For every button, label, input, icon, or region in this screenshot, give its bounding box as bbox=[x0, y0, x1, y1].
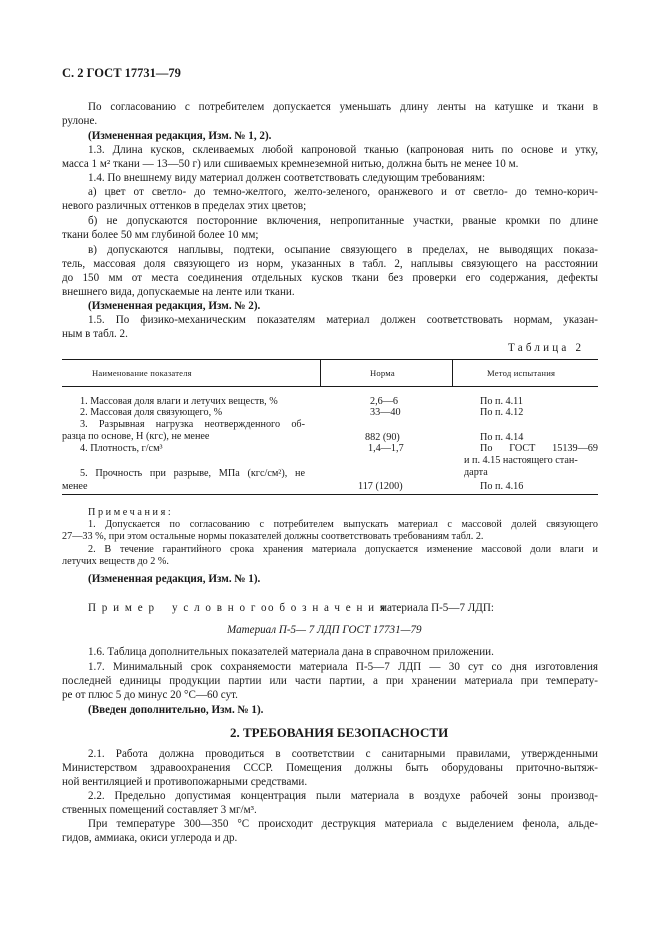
paragraph-2-1-line-1: 2.1. Работа должна проводиться в соответствии с санитарными правилами, утвержденными bbox=[88, 748, 598, 760]
paragraph-1-3-line-1: 1.3. Длина кусков, склеиваемых любой капроновой тканью (капроновая нить по основе и утку, bbox=[88, 144, 598, 156]
table-row-5-norm: 117 (1200) bbox=[358, 481, 403, 492]
table-header-norm: Норма bbox=[370, 368, 395, 378]
table-row-4-method-line-2: и п. 4.15 настоящего стан- bbox=[464, 455, 578, 466]
paragraph-1-7-line-3: ре от плюс 5 до минус 20 °С—60 сут. bbox=[62, 689, 238, 701]
item-v-line-4: внешнего вида, допускаемые на ленте или ткани. bbox=[62, 286, 295, 298]
example-word-2: условного bbox=[172, 602, 273, 614]
table-header-name: Наименование показателя bbox=[92, 368, 192, 378]
table-row-5-name-line-2: менее bbox=[62, 481, 88, 492]
item-v-line-1: в) допускаются наплывы, подтеки, осыпание связующего в пределах, не выводящих показа- bbox=[88, 244, 598, 256]
table-row-1-name: 1. Массовая доля влаги и летучих веществ, % bbox=[80, 396, 278, 407]
paragraph-2-2-line-1: 2.2. Предельно допустимая концентрация пыли материала в воздухе рабочей зоны производ- bbox=[88, 790, 598, 802]
table-row-2-method: По п. 4.12 bbox=[480, 407, 524, 418]
table-row-4-norm: 1,4—1,7 bbox=[368, 443, 404, 454]
section-title: 2. ТРЕБОВАНИЯ БЕЗОПАСНОСТИ bbox=[230, 725, 449, 740]
table-header-method: Метод испытания bbox=[487, 368, 556, 378]
table-col-divider-2 bbox=[452, 359, 453, 386]
table-row-3-name-line-2: разца по основе, Н (кгс), не менее bbox=[62, 431, 210, 442]
note-2-line-2: летучих веществ до 2 %. bbox=[62, 556, 169, 567]
paragraph-1-4: 1.4. По внешнему виду материал должен соответствовать следующим требованиям: bbox=[88, 172, 486, 184]
item-b-line-2: ткани более 50 мм глубиной более 10 мм; bbox=[62, 229, 259, 241]
paragraph-1-7-line-1: 1.7. Минимальный срок сохраняемости материала П-5—7 ЛДП — 30 сут со дня изготовления bbox=[88, 661, 598, 673]
note-1-line-2: 27—33 %, при этом остальные нормы показателей должны соответствовать требованиям табл. 2. bbox=[62, 531, 484, 542]
edit-note-3: (Измененная редакция, Изм. № 1). bbox=[88, 573, 261, 585]
table-row-1-method: По п. 4.11 bbox=[480, 396, 523, 407]
table-row-4-name: 4. Плотность, г/см³ bbox=[80, 443, 163, 454]
edit-note-2: (Измененная редакция, Изм. № 2). bbox=[88, 300, 261, 312]
paragraph-temp-line-1: При температуре 300—350 °С происходит деструкция материала с выделением фенола, альде- bbox=[88, 818, 598, 830]
example-word-3: обозначения bbox=[268, 602, 391, 614]
table-row-5-method: По п. 4.16 bbox=[480, 481, 524, 492]
table-row-5-name-line-1: 5. Прочность при разрыве, МПа (кгс/см²), не bbox=[80, 468, 305, 479]
item-b-line-1: б) не допускаются посторонние включения, непропитанные участки, рваные кромки по длине bbox=[88, 215, 598, 227]
table-header-rule bbox=[62, 386, 598, 387]
item-a-line-2: невого различных оттенков в пределах этих цветов; bbox=[62, 200, 307, 212]
table-row-2-norm: 33—40 bbox=[370, 407, 401, 418]
table-caption: Таблица 2 bbox=[508, 342, 585, 354]
paragraph-1-5-line-1: 1.5. По физико-механическим показателям материал должен соответствовать нормам, указан- bbox=[88, 314, 598, 326]
item-v-line-3: до 150 мм от места соединения отдельных кусков ткани без проверки его содержания, дефекты bbox=[62, 272, 598, 284]
paragraph-consent-line-2: рулоне. bbox=[62, 115, 98, 127]
table-row-1-norm: 2,6—6 bbox=[370, 396, 399, 407]
edit-note-1: (Измененная редакция, Изм. № 1, 2). bbox=[88, 130, 272, 142]
item-v-line-2: тель, массовая доля связующего из норм, указанных в табл. 2, наплывы связующего на расстоянии bbox=[62, 258, 598, 270]
example-designation: Материал П-5— 7 ЛДП ГОСТ 17731—79 bbox=[227, 624, 422, 636]
note-2-line-1: 2. В течение гарантийного срока хранения материала допускается изменение массовой доли влаги и bbox=[88, 544, 598, 555]
table-row-4-method-line-1: По ГОСТ 15139—69 bbox=[480, 443, 598, 454]
paragraph-2-1-line-2: Министерством здравоохранения СССР. Помещения должны быть оборудованы приточно-вытяж- bbox=[62, 762, 598, 774]
table-row-2-name: 2. Массовая доля связующего, % bbox=[80, 407, 223, 418]
paragraph-1-7-line-2: последней единицы продукции партии или части партии, а при хранении материала при температу- bbox=[62, 675, 598, 687]
paragraph-consent-line-1: По согласованию с потребителем допускается уменьшать длину ленты на катушке и ткани в bbox=[88, 101, 598, 113]
table-bottom-rule bbox=[62, 494, 598, 495]
table-top-rule bbox=[62, 359, 598, 360]
note-1-line-1: 1. Допускается по согласованию с потребителем выпускать материал с массовой долей связующего bbox=[88, 519, 598, 530]
example-tail: материала П-5—7 ЛДП: bbox=[380, 602, 494, 614]
paragraph-2-1-line-3: ной вентиляцией и противопожарными средствами. bbox=[62, 776, 308, 788]
table-row-3-norm: 882 (90) bbox=[365, 432, 400, 443]
paragraph-1-5-line-2: ным в табл. 2. bbox=[62, 328, 128, 340]
table-row-3-method: По п. 4.14 bbox=[480, 432, 524, 443]
item-a-line-1: а) цвет от светло- до темно-желтого, желто-зеленого, оранжевого и от светло- до темно-корич- bbox=[88, 186, 598, 198]
page-header: С. 2 ГОСТ 17731—79 bbox=[62, 66, 181, 80]
paragraph-1-6: 1.6. Таблица дополнительных показателей материала дана в справочном приложении. bbox=[88, 646, 494, 658]
paragraph-temp-line-2: гидов, аммиака, окиси углерода и др. bbox=[62, 832, 238, 844]
paragraph-1-3-line-2: масса 1 м² ткани — 13—50 г) или сшиваемых кремнеземной нитью, должна быть не менее 10 м. bbox=[62, 158, 519, 170]
paragraph-2-2-line-2: ственных помещений составляет 3 мг/м³. bbox=[62, 804, 257, 816]
notes-title: Примечания: bbox=[88, 507, 174, 518]
table-col-divider-1 bbox=[320, 359, 321, 386]
example-word-1: Пример bbox=[88, 602, 160, 614]
table-row-4-method-line-3: дарта bbox=[464, 467, 488, 478]
table-row-3-name-line-1: 3. Разрывная нагрузка неотвержденного об- bbox=[80, 419, 305, 430]
added-note: (Введен дополнительно, Изм. № 1). bbox=[88, 704, 264, 716]
